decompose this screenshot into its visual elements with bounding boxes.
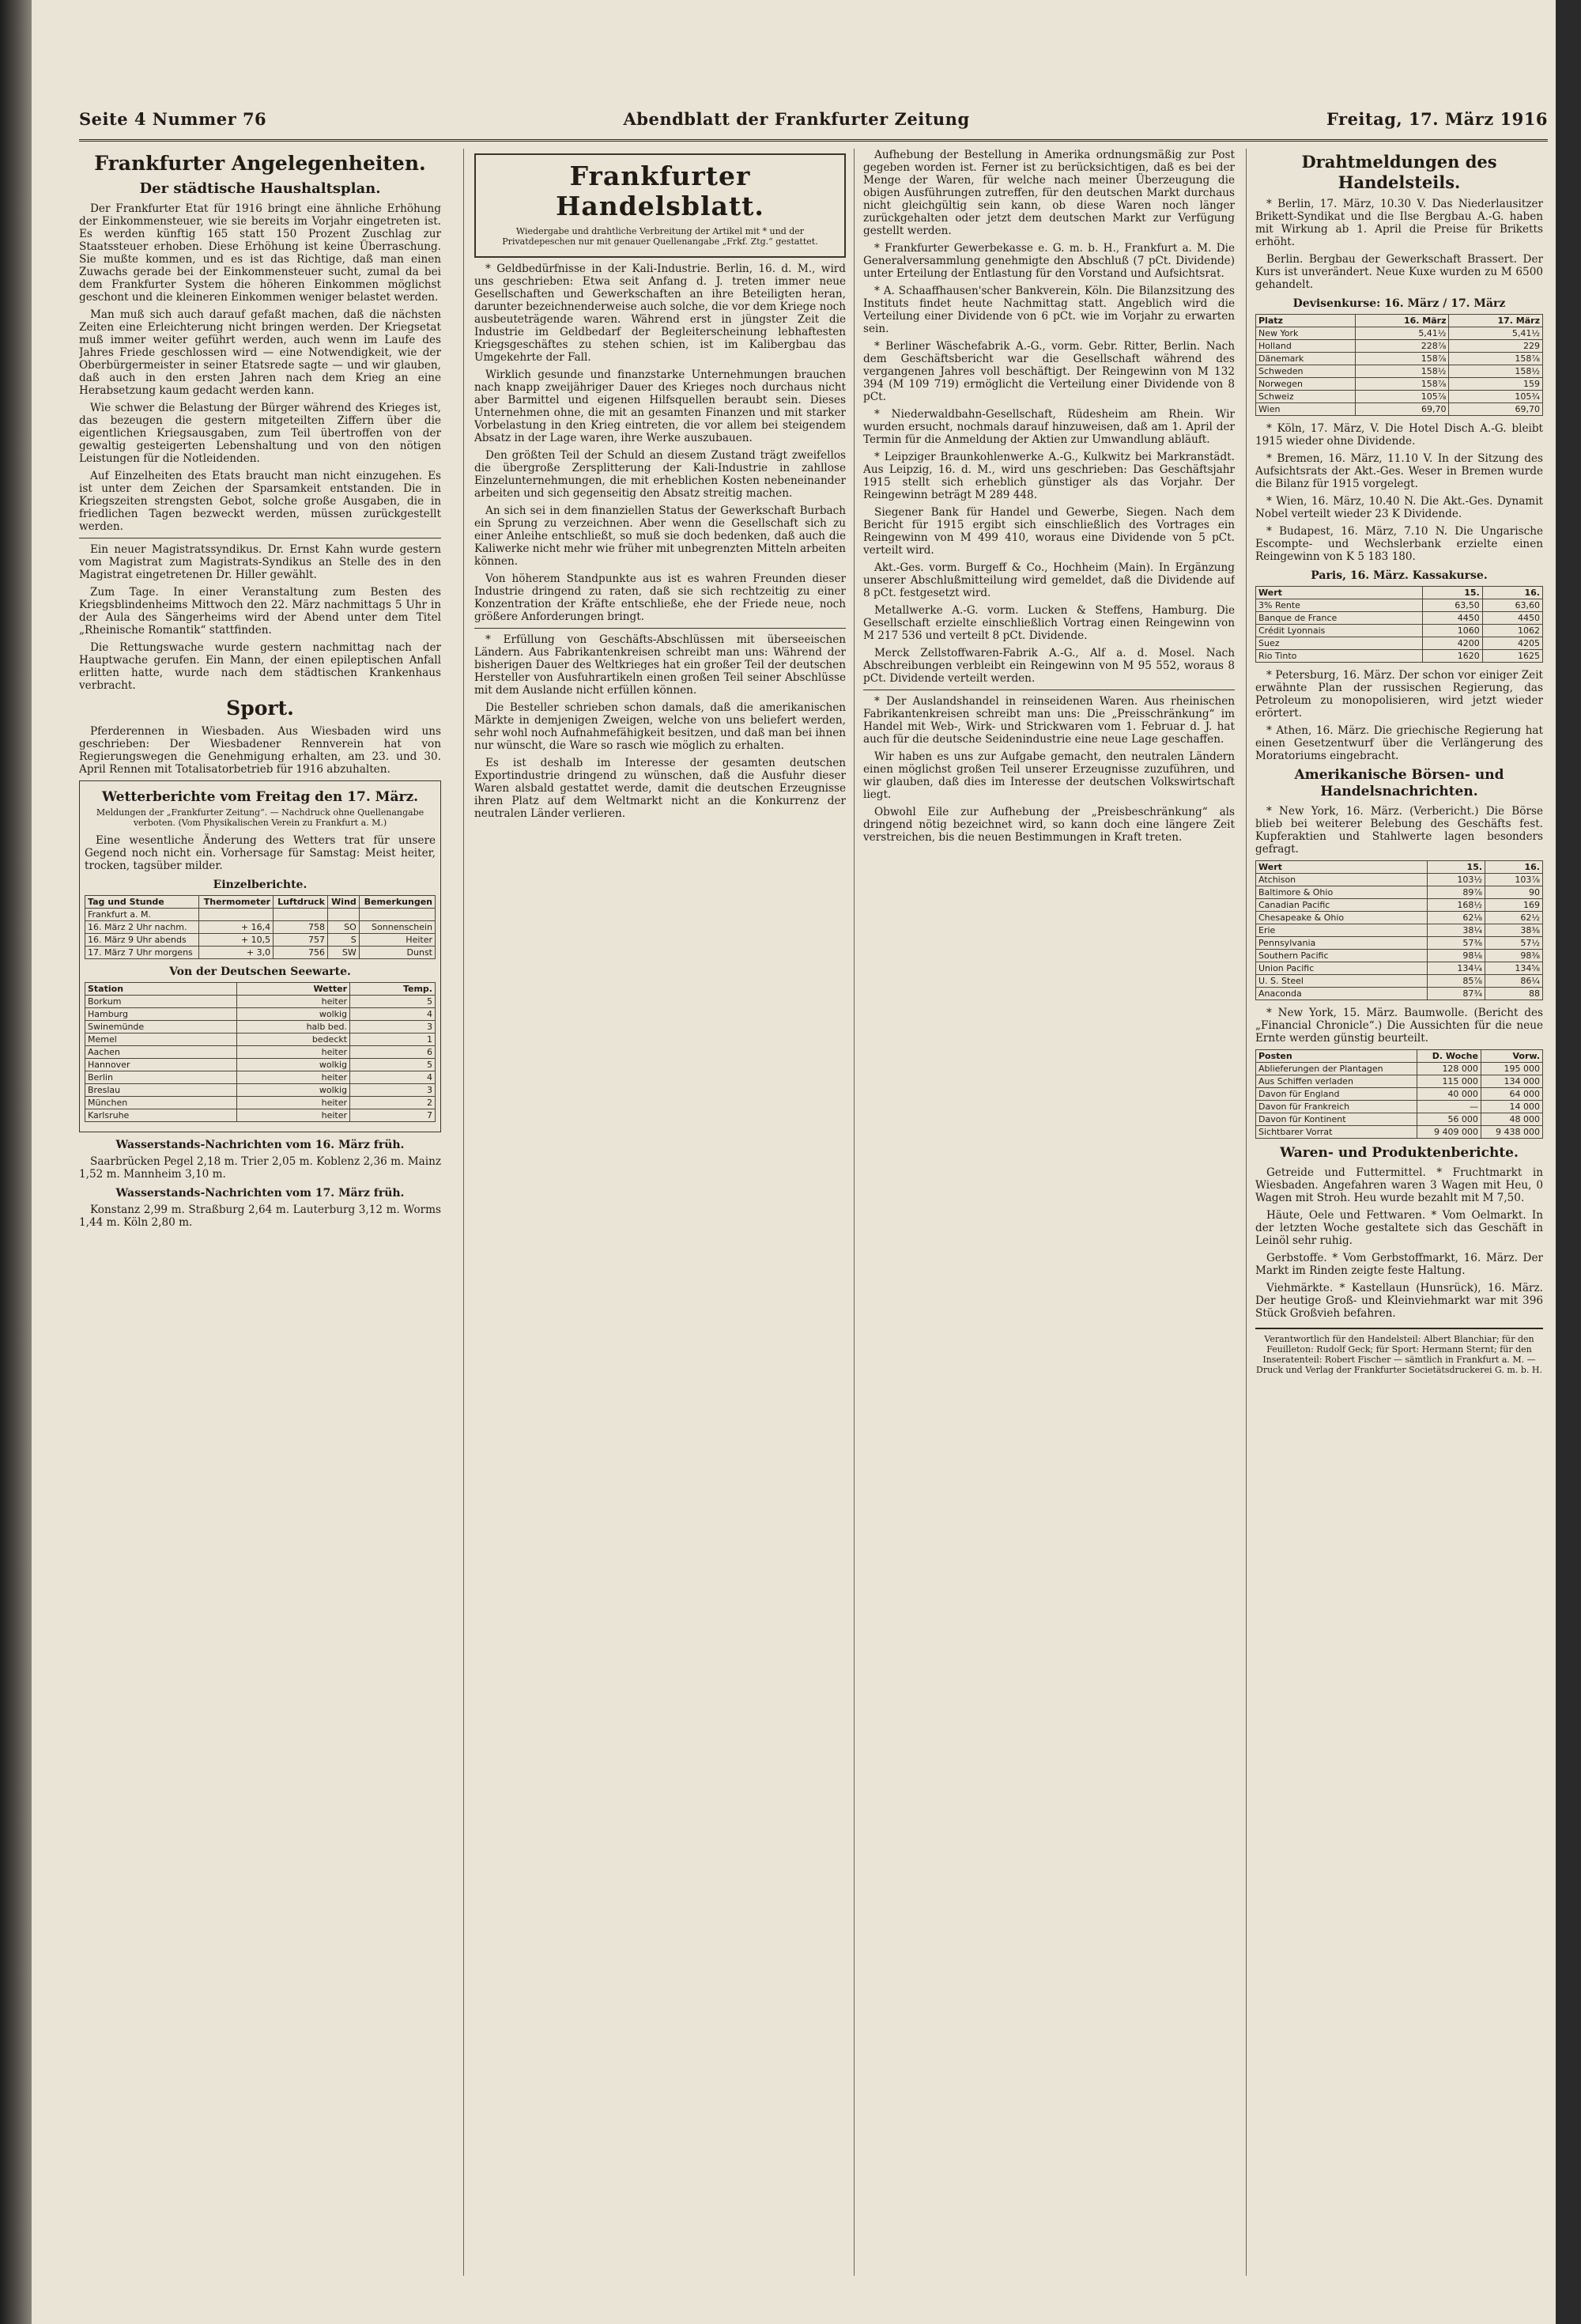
table-cell: Davon für Kontinent: [1256, 1113, 1417, 1126]
table-header: Wert: [1256, 861, 1428, 874]
paragraph: Wirklich gesunde und finanzstarke Unternehmungen brauchen nach knapp zweijähriger Dauer des Krieges noch durchaus nicht aber Barmittel und eigenen Hilfsquellen beraubt sein. Dieses Unternehmen ohne, die mit an gesamten Finanzen und mit starker Vorbelastung in den Krieg eintreten, die vor allem bei steigendem Absatz in der Lage waren, ihre Werke auszubauen.: [474, 368, 846, 444]
table-cell: Chesapeake & Ohio: [1256, 912, 1428, 924]
table-cell: 758: [274, 921, 328, 934]
section-title-sport: Sport.: [226, 697, 294, 720]
table-cell: 63,50: [1422, 599, 1482, 612]
table-row: [1256, 912, 1543, 924]
paragraph: * Köln, 17. März, V. Die Hotel Disch A.-G. bleibt 1915 wieder ohne Dividende.: [1255, 422, 1543, 448]
table-cell: Crédit Lyonnais: [1256, 625, 1423, 637]
table-cell: 14 000: [1481, 1101, 1542, 1113]
table-header: 15.: [1428, 861, 1485, 874]
table-header: Posten: [1256, 1050, 1417, 1063]
table-cell: Hamburg: [85, 1008, 237, 1021]
table-cell: Norwegen: [1256, 378, 1356, 391]
seewarte-table: [85, 982, 436, 1122]
header-center: Abendblatt der Frankfurter Zeitung: [623, 109, 970, 129]
table-cell: 69,70: [1355, 403, 1449, 416]
table-cell: Banque de France: [1256, 612, 1423, 625]
paris-table: [1255, 586, 1543, 663]
table-row: [1256, 403, 1543, 416]
paragraph: * Wien, 16. März, 10.40 N. Die Akt.-Ges. Dynamit Nobel verteilt wieder 23 K Dividende.: [1255, 495, 1543, 520]
table-row: [85, 1059, 436, 1071]
table-cell: S: [328, 934, 360, 947]
table-row: [1256, 599, 1543, 612]
paragraph: * Bremen, 16. März, 11.10 V. In der Sitzung des Aufsichtsrats der Akt.-Ges. Weser in Bremen wurde die Bilanz für 1915 vorgelegt.: [1255, 452, 1543, 490]
paragraph: Von höherem Standpunkte aus ist es wahren Freunden dieser Industrie dringend zu raten, daß sie sich rechtzeitig zu einer Konzentration der Kräfte entschließe, ehe der Friede neue, noch größere Anforderungen bringt.: [474, 572, 846, 623]
paragraph: Häute, Oele und Fettwaren. * Vom Oelmarkt. In der letzten Woche gestaltete sich das Geschäft in Leinöl sehr ruhig.: [1255, 1209, 1543, 1247]
detail-reports-title: Einzelberichte.: [213, 879, 308, 891]
paragraph: Metallwerke A.-G. vorm. Lucken & Steffens, Hamburg. Die Gesellschaft erzielte einschließlich Vortrag einen Reingewinn von M 217 536 und verteilt 8 pCt. Dividende.: [863, 604, 1235, 642]
table-cell: 9 438 000: [1481, 1126, 1542, 1139]
table-row: [1256, 1113, 1543, 1126]
table-cell: 158⅞: [1449, 353, 1543, 365]
table-cell: 6: [350, 1046, 436, 1059]
paragraph: * New York, 16. März. (Verbericht.) Die Börse blieb bei weiterer Belebung des Geschäfts fest. Kupferaktien und Stahlwerte lagen besonders gefragt.: [1255, 805, 1543, 856]
table-row: [85, 1021, 436, 1034]
table-cell: + 3,0: [199, 947, 274, 959]
table-cell: Anaconda: [1256, 988, 1428, 1000]
paragraph: Siegener Bank für Handel und Gewerbe, Siegen. Nach dem Bericht für 1915 ergibt sich einschließlich des Vortrages ein Reingewinn von M 499 410, woraus eine Dividende von 5 pCt. verteilt wird.: [863, 506, 1235, 557]
paragraph: * Leipziger Braunkohlenwerke A.-G., Kulkwitz bei Markranstädt. Aus Leipzig, 16. d. M., wird uns geschrieben: Das Geschäftsjahr 1915 stellt sich erheblich günstiger als das Vorjahr. Der Reingewinn beträgt M 289 448.: [863, 451, 1235, 501]
table-cell: 57½: [1485, 937, 1543, 950]
table-cell: 4: [350, 1071, 436, 1084]
section-title-wire: Drahtmeldungen des Handelsteils.: [1301, 152, 1497, 192]
paragraph: Viehmärkte. * Kastellaun (Hunsrück), 16. März. Der heutige Groß- und Kleinviehmarkt war mit 396 Stück Großvieh befahren.: [1255, 1282, 1543, 1320]
paragraph: * Erfüllung von Geschäfts-Abschlüssen mit überseeischen Ländern. Aus Fabrikantenkreisen schreibt man uns: Während der bisherigen Dauer des Weltkrieges hat ein großer Teil der deutschen Hersteller von Ausfuhrartikeln einen großen Teil seiner Abschlüsse mit dem Auslande nicht erfüllen können.: [474, 633, 846, 697]
table-row: [1256, 378, 1543, 391]
table-cell: 9 409 000: [1417, 1126, 1481, 1139]
table-cell: 5: [350, 996, 436, 1008]
news-item: Zum Tage. In einer Veranstaltung zum Besten des Kriegsblindenheims Mittwoch den 22. März nachmittags 5 Uhr in der Aula des Sängerheims wird der Abend unter dem Titel „Rheinische Romantik“ stattfinden.: [79, 586, 441, 637]
paragraph: Gerbstoffe. * Vom Gerbstoffmarkt, 16. März. Der Markt im Rinden zeigte feste Haltung.: [1255, 1252, 1543, 1277]
table-cell: 115 000: [1417, 1075, 1481, 1088]
table-cell: 98⅛: [1428, 950, 1485, 962]
table-header: Wetter: [236, 983, 349, 996]
table-cell: Aachen: [85, 1046, 237, 1059]
paragraph: Die Besteller schrieben schon damals, daß die amerikanischen Märkte in demjenigen Zweigen, welche von uns beliefert werden, sehr wohl noch Aufnahmefähigkeit besitzen, und daß man bei ihnen nur wünscht, die Ware so rasch wie möglich zu erhalten.: [474, 701, 846, 752]
table-cell: heiter: [236, 1097, 349, 1109]
table-cell: Southern Pacific: [1256, 950, 1428, 962]
table-header: Wert: [1256, 587, 1423, 599]
table-header: Thermometer: [199, 896, 274, 909]
table-row: [1256, 1126, 1543, 1139]
paragraph: * A. Schaaffhausen'scher Bankverein, Köln. Die Bilanzsitzung des Instituts findet heute Nachmittag statt. Angeblich wird die Verteilung einer Dividende von 6 pCt. wie im Vorjahr zu erwarten sein.: [863, 285, 1235, 335]
table-cell: Borkum: [85, 996, 237, 1008]
table-cell: 1: [350, 1034, 436, 1046]
table-header: Temp.: [350, 983, 436, 996]
table-row: [1256, 365, 1543, 378]
weather-title: Wetterberichte vom Freitag den 17. März.: [101, 789, 419, 805]
table-cell: U. S. Steel: [1256, 975, 1428, 988]
paragraph: * Berlin, 17. März, 10.30 V. Das Niederlausitzer Brikett-Syndikat und die Ilse Bergbau A.-G. haben mit Wirkung ab 1. April die Preise für Briketts erhöht.: [1255, 198, 1543, 248]
section-title-commerce: Frankfurter Handelsblatt.: [556, 161, 764, 221]
table-cell: 134¼: [1428, 962, 1485, 975]
table-row: [85, 1097, 436, 1109]
table-cell: 88: [1485, 988, 1543, 1000]
table-cell: Rio Tinto: [1256, 650, 1423, 663]
table-cell: heiter: [236, 1071, 349, 1084]
table-cell: 168½: [1428, 899, 1485, 912]
table-cell: 5: [350, 1059, 436, 1071]
table-cell: Karlsruhe: [85, 1109, 237, 1122]
table-row: [85, 1034, 436, 1046]
table-cell: Suez: [1256, 637, 1423, 650]
table-cell: 228⅞: [1355, 340, 1449, 353]
table-cell: 134 000: [1481, 1075, 1542, 1088]
table-row: [1256, 327, 1543, 340]
table-row: [1256, 1101, 1543, 1113]
water-level-text-2: Konstanz 2,99 m. Straßburg 2,64 m. Lauterburg 3,12 m. Worms 1,44 m. Köln 2,80 m.: [79, 1204, 441, 1229]
paragraph: * Der Auslandshandel in reinseidenen Waren. Aus rheinischen Fabrikantenkreisen schreibt man uns: Die „Preisschränkung“ im Handel mit Web-, Wirk- und Strickwaren vom 1. Februar d. J. hat auch für die deutsche Seidenindustrie eine neue Lage geschaffen.: [863, 695, 1235, 746]
column-4: [1255, 149, 1543, 2284]
weather-box: [79, 780, 441, 1132]
table-cell: 158½: [1449, 365, 1543, 378]
table-row: [1256, 886, 1543, 899]
table-cell: 17. März 7 Uhr morgens: [85, 947, 199, 959]
column-2: [474, 149, 846, 2284]
table-cell: 105¾: [1449, 391, 1543, 403]
weather-text: Eine wesentliche Änderung des Wetters trat für unsere Gegend noch nicht ein. Vorhersage für Samstag: Meist heiter, trocken, tagsüber milder.: [85, 834, 436, 872]
table-cell: SO: [328, 921, 360, 934]
paragraph: * Petersburg, 16. März. Der schon vor einiger Zeit erwähnte Plan der russischen Regierung, das Petroleum zu monopolisieren, wird jetzt wieder erörtert.: [1255, 669, 1543, 720]
table-cell: heiter: [236, 996, 349, 1008]
table-cell: Baltimore & Ohio: [1256, 886, 1428, 899]
paragraph: Der Frankfurter Etat für 1916 bringt eine ähnliche Erhöhung der Einkommensteuer, wie sie bereits im Vorjahr eingetreten ist. Es werden künftig 165 statt 150 Prozent Zuschlag zur Staatssteuer erhoben. Diese Erhöhung ist keine Überraschung. Sie mußte kommen, und es ist das Richtige, daß man einen Zuwachs gerade bei der Einkommensteuer sucht, zumal da bei dem Frankfurter System die höheren Einkommen möglichst geschont und die kleineren Einkommen weniger belastet werden.: [79, 202, 441, 304]
table-cell: 195 000: [1481, 1063, 1542, 1075]
table-cell: Canadian Pacific: [1256, 899, 1428, 912]
column-rule: [854, 149, 855, 2276]
table-cell: Swinemünde: [85, 1021, 237, 1034]
paragraph: Berlin. Bergbau der Gewerkschaft Brassert. Der Kurs ist unverändert. Neue Kuxe wurden zu M 6500 gehandelt.: [1255, 253, 1543, 291]
table-row: [85, 1071, 436, 1084]
table-cell: [274, 909, 328, 921]
table-cell: Breslau: [85, 1084, 237, 1097]
table-header: Vorw.: [1481, 1050, 1542, 1063]
table-cell: 89⅞: [1428, 886, 1485, 899]
header-right: Freitag, 17. März 1916: [1326, 109, 1548, 129]
table-row: [1256, 625, 1543, 637]
section-title-american: Amerikanische Börsen- und Handelsnachrichten.: [1294, 767, 1504, 799]
table-cell: Dunst: [359, 947, 435, 959]
paragraph: Wie schwer die Belastung der Bürger während des Krieges ist, das bezeugen die gestern mitgeteilten Ziffern über die eigentlichen Kriegsausgaben, zum Teil übertroffen von der gewaltig gesteigerten Lebenshaltung und von den nötigen Leistungen für die Notleidenden.: [79, 402, 441, 465]
table-cell: 4450: [1422, 612, 1482, 625]
divider: [474, 628, 846, 629]
table-cell: Atchison: [1256, 874, 1428, 886]
table-cell: New York: [1256, 327, 1356, 340]
column-rule: [463, 149, 464, 2276]
table-cell: 158⅞: [1355, 353, 1449, 365]
table-cell: Ablieferungen der Plantagen: [1256, 1063, 1417, 1075]
table-row: [1256, 1063, 1543, 1075]
table-row: [1256, 899, 1543, 912]
table-cell: Heiter: [359, 934, 435, 947]
newspaper-page: [32, 0, 1556, 2324]
paragraph: Man muß sich auch darauf gefaßt machen, daß die nächsten Zeiten eine Erleichterung nicht bringen werden. Der Kriegsetat muß immer weiter geführt werden, auch wenn im Laufe des Jahres Friede geschlossen wird — eine Notwendigkeit, wie der Oberbürgermeister in seiner Etatsrede sagte — und wir glauben, daß auch in den ersten Jahren nach dem Krieg an eine Herabsetzung kaum gedacht werden kann.: [79, 308, 441, 397]
table-cell: 56 000: [1417, 1113, 1481, 1126]
paragraph: * Frankfurter Gewerbekasse e. G. m. b. H., Frankfurt a. M. Die Generalversammlung genehmigte den Abschluß (7 pCt. Dividende) unter Erteilung der Entlastung für den Vorstand und Aufsichtsrat.: [863, 242, 1235, 280]
table-cell: halb bed.: [236, 1021, 349, 1034]
table-cell: [328, 909, 360, 921]
paragraph: Akt.-Ges. vorm. Burgeff & Co., Hochheim (Main). In Ergänzung unserer Abschlußmitteilung wird gemeldet, daß die Dividende auf 8 pCt. festgesetzt wird.: [863, 561, 1235, 599]
table-row: [85, 909, 436, 921]
table-cell: Sonnenschein: [359, 921, 435, 934]
table-cell: Davon für Frankreich: [1256, 1101, 1417, 1113]
table-cell: 1062: [1482, 625, 1542, 637]
table-row: [1256, 612, 1543, 625]
table-cell: bedeckt: [236, 1034, 349, 1046]
paragraph: Auf Einzelheiten des Etats braucht man nicht einzugehen. Es ist unter dem Zeichen der Sparsamkeit entstanden. Die in Kriegszeiten strengsten Gebot, solche große Ausgaben, die in friedlichen Tagen bezweckt werden, müssen zurückgestellt werden.: [79, 470, 441, 533]
table-cell: wolkig: [236, 1008, 349, 1021]
table-cell: Schweiz: [1256, 391, 1356, 403]
paragraph: * Athen, 16. März. Die griechische Regierung hat einen Gesetzentwurf über die Verlängerung des Moratoriums eingebracht.: [1255, 724, 1543, 762]
header-left: Seite 4 Nummer 76: [79, 109, 267, 129]
table-row: [85, 1008, 436, 1021]
table-cell: Memel: [85, 1034, 237, 1046]
table-row: [85, 934, 436, 947]
table-cell: + 16,4: [199, 921, 274, 934]
section-title-goods: Waren- und Produktenberichte.: [1280, 1145, 1519, 1161]
column-1: [79, 149, 441, 2284]
table-cell: 159: [1449, 378, 1543, 391]
table-cell: 756: [274, 947, 328, 959]
paragraph: Getreide und Futtermittel. * Fruchtmarkt in Wiesbaden. Angefahren waren 3 Wagen mit Heu, 0 Wagen mit Stroh. Heu wurde bezahlt mit M 7,50.: [1255, 1166, 1543, 1204]
table-cell: 103½: [1428, 874, 1485, 886]
table-cell: 169: [1485, 899, 1543, 912]
table-cell: 48 000: [1481, 1113, 1542, 1126]
paragraph: * Geldbedürfnisse in der Kali-Industrie. Berlin, 16. d. M., wird uns geschrieben: Etwa seit Anfang d. J. treten immer neue Gesellschaften und Gewerkschaften an ihre Beteiligten heran, darunter bezeichnenderweise auch solche, die vor dem Kriege noch ausbeuteträgende waren. Während erst in jüngster Zeit die Industrie im Geldbedarf der Begleiterscheinung lebhaftesten Kriegsgeschäftes zu stehen schien, ist im Kalibergbau das Umgekehrte der Fall.: [474, 263, 846, 364]
table-cell: 87¾: [1428, 988, 1485, 1000]
table-cell: München: [85, 1097, 237, 1109]
table-cell: Dänemark: [1256, 353, 1356, 365]
weather-note: Meldungen der „Frankfurter Zeitung“. — Nachdruck ohne Quellenangabe verboten. (Vom Physikalischen Verein zu Frankfurt a. M.): [96, 807, 424, 828]
paris-title: Paris, 16. März. Kassakurse.: [1311, 569, 1488, 582]
table-header: Tag und Stunde: [85, 896, 199, 909]
table-cell: 5,41½: [1449, 327, 1543, 340]
cotton-table: [1255, 1049, 1543, 1139]
table-row: [85, 921, 436, 934]
table-row: [1256, 1088, 1543, 1101]
water-level-title-2: Wasserstands-Nachrichten vom 17. März früh.: [115, 1187, 405, 1200]
header-rule: [79, 139, 1548, 142]
newyork-table: [1255, 860, 1543, 1000]
table-cell: 2: [350, 1097, 436, 1109]
table-header: D. Woche: [1417, 1050, 1481, 1063]
table-cell: —: [1417, 1101, 1481, 1113]
table-header: Platz: [1256, 315, 1356, 327]
table-cell: Union Pacific: [1256, 962, 1428, 975]
table-cell: Sichtbarer Vorrat: [1256, 1126, 1417, 1139]
table-cell: wolkig: [236, 1059, 349, 1071]
table-cell: 105⅞: [1355, 391, 1449, 403]
table-cell: 16. März 9 Uhr abends: [85, 934, 199, 947]
table-cell: 1625: [1482, 650, 1542, 663]
water-level-text-1: Saarbrücken Pegel 2,18 m. Trier 2,05 m. Koblenz 2,36 m. Mainz 1,52 m. Mannheim 3,10 m.: [79, 1155, 441, 1181]
table-cell: Erie: [1256, 924, 1428, 937]
paragraph: * Berliner Wäschefabrik A.-G., vorm. Gebr. Ritter, Berlin. Nach dem Geschäftsbericht war die Gesellschaft während des vergangenen Jahres voll beschäftigt. Der Reingewinn von M 132 394 (M 109 719) ermöglicht die Verteilung einer Dividende von 8 pCt.: [863, 340, 1235, 403]
paragraph: * Niederwaldbahn-Gesellschaft, Rüdesheim am Rhein. Wir wurden ersucht, nochmals darauf hinzuweisen, daß am 1. April der Termin für die Anmeldung der Aktien zur Umwandlung abläuft.: [863, 408, 1235, 446]
table-header: Bemerkungen: [359, 896, 435, 909]
table-cell: 63,60: [1482, 599, 1542, 612]
devisen-table: [1255, 314, 1543, 416]
weather-detail-table: [85, 895, 436, 959]
table-cell: 86¼: [1485, 975, 1543, 988]
table-cell: Hannover: [85, 1059, 237, 1071]
table-header: Station: [85, 983, 237, 996]
table-cell: SW: [328, 947, 360, 959]
table-row: [85, 1084, 436, 1097]
table-header: 16.: [1482, 587, 1542, 599]
table-cell: 134⅝: [1485, 962, 1543, 975]
table-cell: 7: [350, 1109, 436, 1122]
table-cell: Pennsylvania: [1256, 937, 1428, 950]
table-row: [1256, 353, 1543, 365]
paragraph: Aufhebung der Bestellung in Amerika ordnungsmäßig zur Post gegeben worden ist. Ferner ist zu berücksichtigen, daß es bei der Menge der Waren, für welche nach meiner Überzeugung die obigen Ausführungen zutreffen, für den deutschen Markt durchaus nicht gleichgültig sein kann, ob diese Waren noch länger zurückgehalten oder jetzt dem deutschen Markt zur Verfügung gestellt werden.: [863, 149, 1235, 237]
table-cell: 40 000: [1417, 1088, 1481, 1101]
table-cell: 85⅞: [1428, 975, 1485, 988]
table-row: [85, 1046, 436, 1059]
table-header: 16.: [1485, 861, 1543, 874]
table-cell: 98⅜: [1485, 950, 1543, 962]
table-cell: Schweden: [1256, 365, 1356, 378]
paragraph: Merck Zellstoffwaren-Fabrik A.-G., Alf a. d. Mosel. Nach Abschreibungen verbleibt ein Reingewinn von M 95 552, woraus 8 pCt. Dividende verteilt werden.: [863, 647, 1235, 685]
table-cell: 4200: [1422, 637, 1482, 650]
imprint: Verantwortlich für den Handelsteil: Albert Blanchiar; für den Feuilleton: Rudolf Geck; für Sport: Hermann Sternt; für den Inseratenteil: Robert Fischer — sämtlich in Frankfurt a. M. — Druck und Verlag der Frankfurter Societätsdruckerei G. m. b. H.: [1255, 1328, 1543, 1375]
column-3: [863, 149, 1235, 2284]
table-cell: Davon für England: [1256, 1088, 1417, 1101]
news-item: Ein neuer Magistratssyndikus. Dr. Ernst Kahn wurde gestern vom Magistrat zum Magistrats-Syndikus an Stelle des in den Magistrat eingetretenen Dr. Hiller gewählt.: [79, 543, 441, 581]
table-cell: + 10,5: [199, 934, 274, 947]
table-cell: [359, 909, 435, 921]
handelsblatt-masthead: [474, 153, 846, 258]
table-cell: 229: [1449, 340, 1543, 353]
paragraph: * New York, 15. März. Baumwolle. (Bericht des „Financial Chronicle“.) Die Aussichten für die neue Ernte werden günstig beurteilt.: [1255, 1007, 1543, 1045]
table-row: [1256, 937, 1543, 950]
table-row: [1256, 340, 1543, 353]
table-cell: 1620: [1422, 650, 1482, 663]
table-cell: 16. März 2 Uhr nachm.: [85, 921, 199, 934]
table-cell: 5,41½: [1355, 327, 1449, 340]
table-cell: 57⅜: [1428, 937, 1485, 950]
table-cell: [199, 909, 274, 921]
table-cell: Wien: [1256, 403, 1356, 416]
table-cell: 64 000: [1481, 1088, 1542, 1101]
paragraph: Obwohl Eile zur Aufhebung der „Preisbeschränkung“ als dringend nötig bezeichnet wird, so kann doch eine längere Zeit verstreichen, bis die neuen Bestimmungen in Kraft treten.: [863, 806, 1235, 844]
table-header: 15.: [1422, 587, 1482, 599]
table-cell: Berlin: [85, 1071, 237, 1084]
devisen-title: Devisenkurse: 16. März / 17. März: [1292, 297, 1506, 310]
table-row: [1256, 874, 1543, 886]
table-cell: Frankfurt a. M.: [85, 909, 199, 921]
table-cell: 1060: [1422, 625, 1482, 637]
table-cell: 62⅛: [1428, 912, 1485, 924]
table-row: [1256, 391, 1543, 403]
table-cell: 4450: [1482, 612, 1542, 625]
table-row: [1256, 637, 1543, 650]
table-cell: 103⅞: [1485, 874, 1543, 886]
table-row: [1256, 950, 1543, 962]
page-header: [79, 109, 1548, 136]
table-cell: Holland: [1256, 340, 1356, 353]
table-cell: 3% Rente: [1256, 599, 1423, 612]
table-cell: 69,70: [1449, 403, 1543, 416]
table-cell: 90: [1485, 886, 1543, 899]
table-row: [1256, 650, 1543, 663]
article-title-budget: Der städtische Haushaltsplan.: [139, 180, 381, 197]
table-row: [1256, 988, 1543, 1000]
table-row: [85, 996, 436, 1008]
reprint-note: Wiedergabe und drahtliche Verbreitung der Artikel mit * und der Privatdepeschen nur mit genauer Quellenangabe „Frkf. Ztg.“ gestattet.: [502, 226, 818, 247]
paragraph: Es ist deshalb im Interesse der gesamten deutschen Exportindustrie dringend zu wünschen, daß die Ausfuhr dieser Waren alsbald gestattet werde, damit die deutschen Erzeugnisse ihren Platz auf dem Weltmarkt nicht an die Konkurrenz der neutralen Länder verlieren.: [474, 757, 846, 820]
table-header: 17. März: [1449, 315, 1543, 327]
table-cell: wolkig: [236, 1084, 349, 1097]
table-cell: 38⅜: [1485, 924, 1543, 937]
table-cell: 4205: [1482, 637, 1542, 650]
table-cell: 62½: [1485, 912, 1543, 924]
paragraph: Den größten Teil der Schuld an diesem Zustand trägt zweifellos die übergroße Zersplitterung der Kali-Industrie in zahllose Einzelunternehmungen, die mit erheblichen Kosten nebeneinander arbeiten und sich gegenseitig den Absatz streitig machen.: [474, 449, 846, 500]
table-cell: 757: [274, 934, 328, 947]
table-cell: 158½: [1355, 365, 1449, 378]
water-level-title-1: Wasserstands-Nachrichten vom 16. März früh.: [115, 1139, 405, 1151]
table-cell: 4: [350, 1008, 436, 1021]
column-rule: [1246, 149, 1247, 2276]
table-row: [1256, 924, 1543, 937]
table-cell: 128 000: [1417, 1063, 1481, 1075]
table-header: Wind: [328, 896, 360, 909]
section-title-local: Frankfurter Angelegenheiten.: [94, 152, 426, 175]
table-row: [1256, 962, 1543, 975]
table-row: [85, 1109, 436, 1122]
table-header: Luftdruck: [274, 896, 328, 909]
news-item: Die Rettungswache wurde gestern nachmittag nach der Hauptwache gerufen. Ein Mann, der einen epileptischen Anfall erlitten hatte, wurde nach dem städtischen Krankenhaus verbracht.: [79, 641, 441, 692]
table-header: 16. März: [1355, 315, 1449, 327]
table-cell: 158⅞: [1355, 378, 1449, 391]
table-row: [1256, 975, 1543, 988]
table-cell: 38¼: [1428, 924, 1485, 937]
paragraph: An sich sei in dem finanziellen Status der Gewerkschaft Burbach ein Sprung zu verzeichnen. Aber wenn die Gesellschaft sich zu einer Anleihe entschließt, so muß sie doch bedenken, daß auch die Kaliwerke nicht mehr wie früher mit unbegrenzten Mitteln arbeiten können.: [474, 504, 846, 568]
paragraph: * Budapest, 16. März, 7.10 N. Die Ungarische Escompte- und Wechslerbank erzielte einen Reingewinn von K 5 183 180.: [1255, 525, 1543, 563]
seewarte-title: Von der Deutschen Seewarte.: [169, 965, 351, 978]
paragraph: Wir haben es uns zur Aufgabe gemacht, den neutralen Ländern einen möglichst großen Teil unserer Erzeugnisse zuzuführen, und wir glauben, daß dies im Interesse der deutschen Volkswirtschaft liegt.: [863, 750, 1235, 801]
table-cell: 3: [350, 1021, 436, 1034]
book-spine: [0, 0, 32, 2324]
table-row: [1256, 1075, 1543, 1088]
sport-item: Pferderennen in Wiesbaden. Aus Wiesbaden wird uns geschrieben: Der Wiesbadener Rennverein hat von Regierungswegen die Genehmigung erhalten, am 23. und 30. April Rennen mit Totalisatorbetrieb für 1916 abzuhalten.: [79, 725, 441, 776]
table-cell: 3: [350, 1084, 436, 1097]
table-cell: heiter: [236, 1109, 349, 1122]
table-row: [85, 947, 436, 959]
table-cell: Aus Schiffen verladen: [1256, 1075, 1417, 1088]
table-cell: heiter: [236, 1046, 349, 1059]
